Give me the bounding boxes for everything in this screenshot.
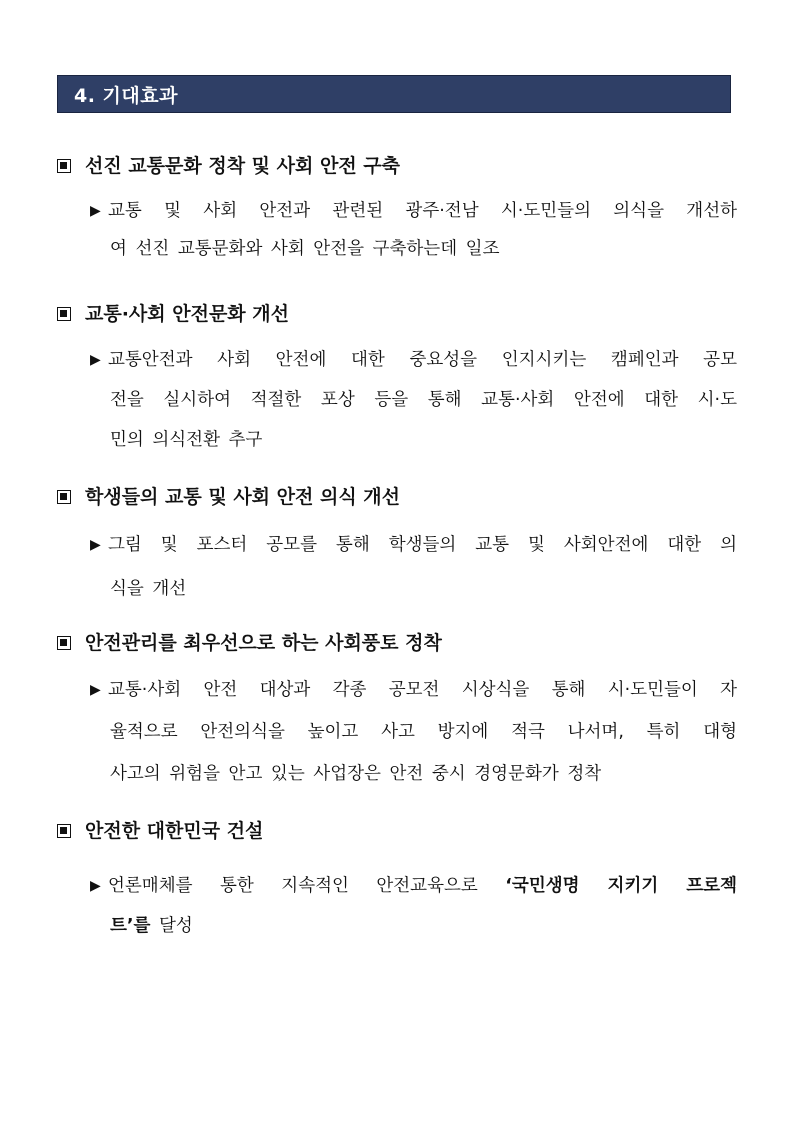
effect-item-2 (57, 299, 737, 460)
triangle-bullet-icon: ▶ (90, 203, 101, 219)
square-bullet-icon (57, 307, 71, 321)
effect-heading: 학생들의 교통 및 사회 안전 의식 개선 (57, 482, 737, 512)
effect-description: ▶ 그림 및 포스터 공모를 통해 학생들의 교통 및 사회안전에 대한 의 식을 개선 (90, 523, 737, 611)
triangle-bullet-icon: ▶ (90, 682, 101, 698)
square-bullet-icon (57, 159, 71, 173)
effect-item-4 (57, 628, 737, 795)
effect-description: ▶ 교통안전과 사회 안전에 대한 중요성을 인지시키는 캠페인과 공모 전을 실시하여 적절한 포상 등을 통해 교통·사회 안전에 대한 시·도 민의 의식전환 추구 (90, 340, 737, 460)
effect-heading: 교통·사회 안전문화 개선 (57, 299, 737, 329)
section-title: 4. 기대효과 (74, 84, 178, 107)
effect-item-3 (57, 482, 737, 611)
effect-heading: 선진 교통문화 정착 및 사회 안전 구축 (57, 151, 737, 181)
triangle-bullet-icon: ▶ (90, 352, 101, 368)
effect-description: ▶ 언론매체를 통한 지속적인 안전교육으로 ‘국민생명 지키기 프로젝 트’를 달성 (90, 866, 737, 946)
square-bullet-icon (57, 490, 71, 504)
effect-heading: 안전관리를 최우선으로 하는 사회풍토 정착 (57, 628, 737, 658)
triangle-bullet-icon: ▶ (90, 878, 101, 894)
effect-description: ▶ 교통·사회 안전 대상과 각종 공모전 시상식을 통해 시·도민들이 자 율적으로 안전의식을 높이고 사고 방지에 적극 나서며, 특히 대형 사고의 위험을 안고 있는 사업장은 안전 중시 경영문화가 정착 (90, 669, 737, 795)
effect-item-5 (57, 816, 737, 946)
effect-heading: 안전한 대한민국 건설 (57, 816, 737, 846)
square-bullet-icon (57, 824, 71, 838)
section-title-bar (57, 75, 731, 113)
square-bullet-icon (57, 636, 71, 650)
effect-item-1 (57, 151, 737, 268)
effect-description: ▶ 교통 및 사회 안전과 관련된 광주·전남 시·도민들의 의식을 개선하 여 선진 교통문화와 사회 안전을 구축하는데 일조 (90, 192, 737, 268)
triangle-bullet-icon: ▶ (90, 537, 101, 553)
